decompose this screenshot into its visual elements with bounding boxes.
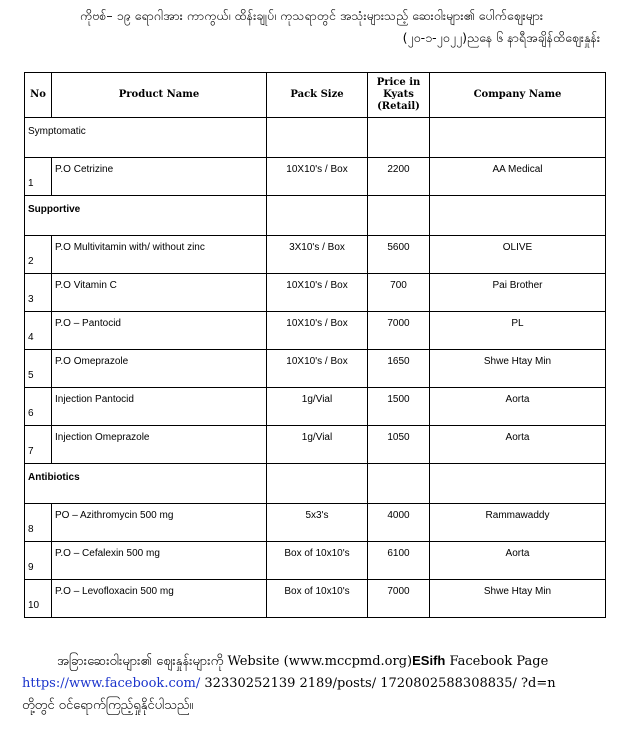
table-row	[25, 312, 606, 350]
section-label: Supportive	[25, 196, 267, 236]
header-product-name: Product Name	[52, 73, 267, 118]
header-company-name: Company Name	[430, 73, 606, 118]
table-row	[25, 236, 606, 274]
footer-intro: အခြားဆေးဝါးများ၏ ဈေးနှုန်းများကို	[57, 654, 224, 669]
table-row	[25, 274, 606, 312]
footer-line-3: တို့တွင် ဝင်ရောက်ကြည့်ရှုနိုင်ပါသည်။	[22, 698, 194, 713]
table-row	[25, 158, 606, 196]
row-pack: 10X10's / Box	[267, 350, 368, 388]
title-line-2: (၂၀-၁-၂၀၂၂)ညနေ ၆ နာရီအချိန်ထိဈေးနှုန်း	[402, 30, 600, 45]
row-pack: 10X10's / Box	[267, 274, 368, 312]
table-row	[25, 504, 606, 542]
row-no: 6	[25, 388, 52, 426]
price-table	[24, 72, 606, 618]
row-product: P.O Vitamin C	[52, 274, 267, 312]
row-product: P.O Cetrizine	[52, 158, 267, 196]
row-product: P.O – Pantocid	[52, 312, 267, 350]
row-price: 700	[368, 274, 430, 312]
section-row-symptomatic	[25, 118, 606, 158]
row-price: 7000	[368, 312, 430, 350]
facebook-link[interactable]: https://www.facebook.com/	[22, 676, 201, 691]
page-title	[80, 8, 610, 46]
website-label: Website (www.mccpmd.org)	[227, 654, 413, 669]
row-no: 3	[25, 274, 52, 312]
row-price: 1050	[368, 426, 430, 464]
row-product: P.O – Levofloxacin 500 mg	[52, 580, 267, 618]
row-price: 1500	[368, 388, 430, 426]
table-header-row	[25, 73, 606, 118]
row-pack: 3X10's / Box	[267, 236, 368, 274]
row-no: 10	[25, 580, 52, 618]
section-label: Antibiotics	[25, 464, 267, 504]
row-price: 7000	[368, 580, 430, 618]
row-price: 2200	[368, 158, 430, 196]
table-row	[25, 388, 606, 426]
row-company: Rammawaddy	[430, 504, 606, 542]
row-company: AA Medical	[430, 158, 606, 196]
row-no: 8	[25, 504, 52, 542]
row-company: Aorta	[430, 388, 606, 426]
row-company: OLIVE	[430, 236, 606, 274]
row-price: 6100	[368, 542, 430, 580]
row-no: 9	[25, 542, 52, 580]
header-price: Price in Kyats (Retail)	[368, 73, 430, 118]
row-pack: 10X10's / Box	[267, 158, 368, 196]
footer-line-2	[22, 673, 612, 695]
row-product: Injection Pantocid	[52, 388, 267, 426]
section-row-supportive	[25, 196, 606, 236]
row-company: Shwe Htay Min	[430, 350, 606, 388]
row-pack: Box of 10x10's	[267, 580, 368, 618]
section-label: Symptomatic	[25, 118, 267, 158]
row-product: P.O Omeprazole	[52, 350, 267, 388]
row-no: 7	[25, 426, 52, 464]
row-no: 4	[25, 312, 52, 350]
row-price: 1650	[368, 350, 430, 388]
table-row	[25, 580, 606, 618]
row-price: 4000	[368, 504, 430, 542]
header-no: No	[25, 73, 52, 118]
section-row-antibiotics	[25, 464, 606, 504]
row-company: Aorta	[430, 542, 606, 580]
footer-note	[22, 650, 612, 717]
row-pack: Box of 10x10's	[267, 542, 368, 580]
header-pack-size: Pack Size	[267, 73, 368, 118]
footer-line-1	[22, 650, 612, 673]
row-product: PO – Azithromycin 500 mg	[52, 504, 267, 542]
title-line-1: ကိုဗစ်– ၁၉ ရောဂါအား ကာကွယ်၊ ထိန်းချုပ်၊ ကုသရာတွင် အသုံးများသည့် ဆေးဝါးများ၏ ပေါက်ဈေးများ	[80, 8, 544, 23]
row-price: 5600	[368, 236, 430, 274]
row-no: 5	[25, 350, 52, 388]
esifh-text: ESifh	[412, 653, 446, 668]
row-product: P.O – Cefalexin 500 mg	[52, 542, 267, 580]
row-company: Pai Brother	[430, 274, 606, 312]
link-rest: 32330252139 2189/posts/ 1720802588308835/ ?d=n	[204, 676, 556, 691]
table-row	[25, 426, 606, 464]
row-pack: 1g/Vial	[267, 426, 368, 464]
row-company: PL	[430, 312, 606, 350]
row-company: Aorta	[430, 426, 606, 464]
row-product: Injection Omeprazole	[52, 426, 267, 464]
row-pack: 5x3's	[267, 504, 368, 542]
facebook-label: Facebook Page	[449, 654, 549, 669]
row-no: 1	[25, 158, 52, 196]
table-row	[25, 542, 606, 580]
row-no: 2	[25, 236, 52, 274]
row-pack: 1g/Vial	[267, 388, 368, 426]
row-pack: 10X10's / Box	[267, 312, 368, 350]
row-company: Shwe Htay Min	[430, 580, 606, 618]
table-row	[25, 350, 606, 388]
row-product: P.O Multivitamin with/ without zinc	[52, 236, 267, 274]
